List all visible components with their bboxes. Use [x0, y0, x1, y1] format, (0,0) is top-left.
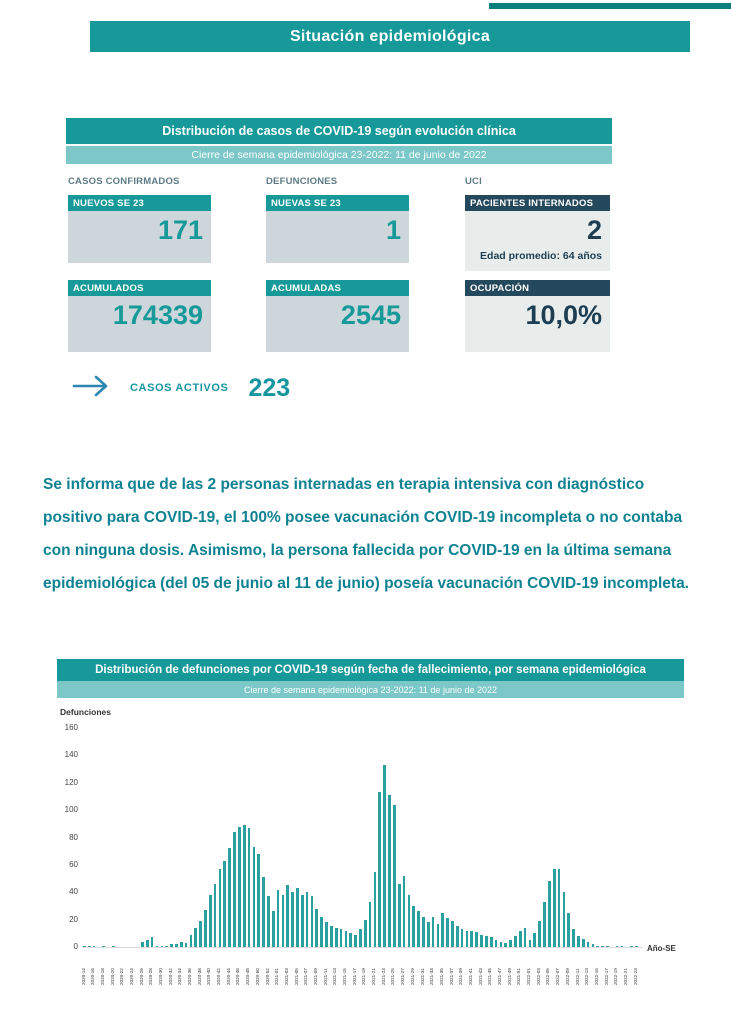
y-tick-label: 140 — [64, 750, 78, 760]
y-tick-label: 160 — [64, 723, 78, 732]
bar-2020-27 — [146, 940, 149, 947]
bar-2021-52 — [524, 928, 527, 947]
stat-column-icu — [465, 176, 610, 356]
bar-2021-47 — [500, 942, 503, 947]
stat-value: 1 — [385, 215, 401, 245]
bar-2021-23 — [383, 765, 386, 947]
bar-2022-14 — [592, 944, 595, 947]
x-tick-label: 2021-13 — [332, 968, 338, 985]
x-tick-label: 2021-41 — [467, 968, 473, 985]
stat-value: 174339 — [112, 300, 203, 330]
x-tick-label: 2020-20 — [109, 968, 115, 985]
x-tick-label: 2020-26 — [138, 968, 144, 985]
x-tick-label: 2021-03 — [283, 968, 289, 985]
bar-2020-30 — [161, 946, 164, 947]
bar-2021-13 — [335, 928, 338, 947]
stat-column-confirmed-cases — [68, 176, 211, 356]
x-tick-label: 2021-27 — [400, 968, 406, 985]
x-tick-label: 2022-11 — [574, 968, 580, 985]
bar-2021-42 — [475, 932, 478, 947]
bar-2020-46 — [238, 827, 241, 947]
bar-2022-08 — [563, 892, 566, 947]
bar-2021-22 — [378, 792, 381, 947]
stat-box-header: NUEVAS SE 23 — [266, 195, 409, 211]
x-tick-label: 2022-23 — [632, 968, 638, 985]
narrative-paragraph: Se informa que de las 2 personas internadas en terapia intensiva con diagnóstico positivo para COVID-19, el 100% posee vacunación COVID-19 incompleta o no contaba con ninguna dosis. Asimismo, la persona fallecida por COVID-19 en la última semana epidemiológica (del 05 de junio al 11 de junio) poseía vacunación COVID-19 incompleta. — [43, 476, 689, 592]
bar-2021-18 — [359, 929, 362, 947]
bar-2020-15 — [88, 946, 91, 947]
bar-2022-16 — [601, 946, 604, 947]
bar-2020-51 — [262, 877, 265, 947]
bar-2021-28 — [408, 895, 411, 947]
x-tick-label: 2020-52 — [264, 968, 270, 985]
stat-value: 171 — [157, 215, 203, 245]
bar-2020-28 — [151, 937, 154, 947]
page-title: Situación epidemiológica — [289, 27, 491, 45]
stat-box-cumulative-deaths — [266, 280, 409, 352]
x-tick-label: 2020-44 — [225, 968, 231, 985]
bar-2022-12 — [582, 939, 585, 947]
top-accent-strip — [489, 3, 731, 9]
bar-2022-03 — [538, 921, 541, 947]
bar-2020-33 — [175, 944, 178, 947]
x-tick-label: 2021-23 — [380, 968, 386, 985]
x-tick-label: 2021-31 — [419, 968, 425, 985]
x-tick-label: 2020-32 — [167, 968, 173, 985]
stat-category-label: CASOS CONFIRMADOS — [68, 176, 180, 187]
x-tick-label: 2022-03 — [535, 968, 541, 985]
stat-box-header: ACUMULADAS — [266, 280, 409, 296]
bar-2021-51 — [519, 931, 522, 947]
x-tick-label: 2022-05 — [545, 968, 551, 985]
bar-2021-05 — [296, 888, 299, 947]
page-title-banner — [90, 21, 690, 52]
stat-box-new-deaths — [266, 195, 409, 263]
bar-2021-01 — [277, 890, 280, 947]
bar-2020-26 — [141, 942, 144, 947]
x-tick-label: 2021-47 — [497, 968, 503, 985]
bar-2021-32 — [427, 922, 430, 947]
x-tick-label: 2020-42 — [216, 968, 222, 985]
x-tick-label: 2022-15 — [593, 968, 599, 985]
x-tick-label: 2020-34 — [177, 968, 183, 985]
x-tick-label: 2021-17 — [351, 968, 357, 985]
x-tick-label: 2022-13 — [584, 968, 590, 985]
stat-box-header: NUEVOS SE 23 — [68, 195, 211, 211]
active-cases-label: CASOS ACTIVOS — [130, 382, 229, 394]
x-tick-label: 2020-14 — [80, 968, 86, 985]
x-tick-label: 2020-30 — [158, 968, 163, 985]
chart-x-axis-title: Año-SE — [647, 944, 676, 953]
bar-2022-09 — [567, 913, 570, 947]
bar-2022-22 — [630, 946, 633, 947]
stat-column-deaths — [266, 176, 409, 356]
bar-2021-31 — [422, 917, 425, 947]
bar-2021-26 — [398, 884, 401, 947]
chart-card-subtitle: Cierre de semana epidemiológica 23-2022: 11 de junio de 2022 — [57, 681, 684, 698]
bar-2021-16 — [349, 933, 352, 947]
x-tick-label: 2020-24 — [128, 968, 134, 985]
x-tick-label: 2021-33 — [429, 968, 435, 985]
stat-category-label: UCI — [465, 176, 482, 187]
summary-card-title: Distribución de casos de COVID-19 según evolución clínica — [66, 118, 612, 144]
x-tick-label: 2021-37 — [448, 968, 454, 985]
y-tick-label: 60 — [69, 859, 78, 869]
stat-value: 2 — [586, 215, 602, 245]
x-tick-label: 2022-19 — [613, 968, 619, 985]
x-tick-label: 2021-11 — [322, 968, 328, 985]
y-tick-label: 20 — [69, 914, 78, 924]
x-tick-label: 2021-35 — [438, 968, 444, 985]
bar-2021-37 — [451, 921, 454, 947]
bar-2021-20 — [369, 902, 372, 947]
active-cases-value: 223 — [248, 373, 291, 402]
bar-2021-38 — [456, 926, 459, 947]
bar-2021-03 — [286, 885, 289, 947]
stat-box-header: ACUMULADOS — [68, 280, 211, 296]
x-tick-label: 2021-09 — [312, 968, 318, 985]
x-tick-label: 2022-21 — [622, 968, 628, 985]
chart-plot — [83, 728, 643, 948]
average-age-note: Edad promedio: 64 años — [480, 250, 602, 262]
stat-category-label: DEFUNCIONES — [266, 176, 338, 187]
bar-2021-19 — [364, 920, 367, 947]
x-tick-label: 2021-07 — [303, 968, 309, 985]
bar-2020-29 — [156, 946, 159, 947]
bar-2021-08 — [311, 896, 314, 947]
bar-2021-49 — [509, 940, 512, 947]
x-tick-label: 2020-28 — [148, 968, 154, 985]
bar-2022-01 — [529, 940, 532, 947]
bar-2021-11 — [325, 922, 328, 947]
bar-2020-34 — [180, 942, 183, 947]
bar-2021-12 — [330, 926, 333, 947]
x-tick-label: 2021-05 — [293, 968, 299, 985]
bar-2021-27 — [403, 876, 406, 947]
bar-2021-15 — [345, 931, 348, 947]
x-tick-label: 2020-22 — [119, 968, 125, 985]
bar-2020-20 — [112, 946, 115, 947]
bar-2022-15 — [596, 946, 599, 947]
x-tick-label: 2020-48 — [245, 968, 251, 985]
chart-card-title: Distribución de defunciones por COVID-19 según fecha de fallecimiento, por semana epidemiológica — [57, 659, 684, 681]
bar-2021-35 — [441, 913, 444, 947]
bar-2021-50 — [514, 936, 517, 947]
x-tick-label: 2021-29 — [409, 968, 415, 985]
bar-2021-07 — [306, 892, 309, 947]
bar-2022-23 — [635, 946, 638, 947]
x-tick-label: 2021-21 — [371, 968, 377, 985]
stat-box-icu-occupancy — [465, 280, 610, 352]
x-tick-label: 2021-19 — [361, 968, 367, 985]
bar-2022-10 — [572, 929, 575, 947]
y-tick-label: 100 — [64, 805, 78, 815]
bar-2021-46 — [495, 940, 498, 947]
bar-2022-04 — [543, 902, 546, 947]
bar-2020-50 — [257, 854, 260, 947]
x-tick-label: 2020-40 — [206, 968, 212, 985]
x-tick-label: 2022-07 — [555, 968, 561, 985]
bar-2020-39 — [204, 910, 207, 947]
bar-2021-44 — [485, 936, 488, 947]
bar-2021-09 — [315, 909, 318, 947]
x-tick-label: 2021-01 — [274, 968, 280, 985]
bar-2021-02 — [282, 895, 285, 947]
x-tick-label: 2021-15 — [342, 968, 348, 985]
bar-2020-48 — [248, 828, 251, 947]
chart-x-labels — [80, 951, 643, 987]
bar-2022-20 — [621, 946, 624, 947]
bar-2022-05 — [548, 881, 551, 947]
bar-2021-17 — [354, 935, 357, 947]
bar-2020-43 — [223, 861, 226, 947]
bar-2021-40 — [466, 931, 469, 947]
summary-card-subtitle: Cierre de semana epidemiológica 23-2022: 11 de junio de 2022 — [66, 146, 612, 164]
bar-2020-42 — [219, 869, 222, 947]
bar-2020-53 — [272, 911, 275, 947]
bar-2020-16 — [93, 946, 96, 947]
x-tick-label: 2021-39 — [458, 968, 464, 985]
bar-2021-36 — [446, 918, 449, 947]
x-tick-label: 2020-50 — [254, 968, 260, 985]
x-tick-label: 2021-49 — [506, 968, 512, 985]
x-tick-label: 2021-51 — [516, 968, 522, 985]
stat-value: 10,0% — [525, 300, 602, 330]
bar-2021-10 — [320, 917, 323, 947]
y-tick-label: 120 — [64, 777, 78, 787]
bar-2021-14 — [340, 929, 343, 947]
active-cases-row — [72, 370, 290, 406]
bar-2021-34 — [437, 924, 440, 947]
x-tick-label: 2021-25 — [390, 968, 396, 985]
bar-2021-06 — [301, 895, 304, 947]
stat-box-header: PACIENTES INTERNADOS — [465, 195, 610, 211]
bar-2020-38 — [199, 921, 202, 947]
bar-2020-45 — [233, 832, 236, 947]
bar-2020-36 — [190, 935, 193, 947]
bar-2020-52 — [267, 896, 270, 947]
bar-2020-49 — [253, 847, 256, 947]
bar-2022-02 — [533, 933, 536, 947]
x-tick-label: 2020-38 — [196, 968, 202, 985]
bar-2020-47 — [243, 825, 246, 947]
right-arrow-icon — [72, 373, 110, 404]
x-tick-label: 2022-17 — [603, 968, 609, 985]
bar-2022-07 — [558, 869, 561, 947]
bar-2022-06 — [553, 869, 556, 947]
chart-y-axis — [50, 723, 78, 951]
bar-2021-30 — [417, 911, 420, 947]
bar-2021-25 — [393, 805, 396, 947]
bar-2021-24 — [388, 795, 391, 947]
bar-2021-21 — [374, 872, 377, 947]
x-tick-label: 2020-16 — [90, 968, 96, 985]
y-tick-label: 40 — [69, 887, 78, 897]
bar-2021-45 — [490, 937, 493, 947]
bar-2020-41 — [214, 884, 217, 947]
stat-box-header: OCUPACIÓN — [465, 280, 610, 296]
y-tick-label: 0 — [73, 942, 78, 951]
bar-2020-31 — [165, 946, 168, 947]
bar-2021-39 — [461, 929, 464, 947]
x-tick-label: 2020-18 — [99, 968, 105, 985]
bar-2021-43 — [480, 935, 483, 947]
bar-2020-44 — [228, 848, 231, 947]
bar-2021-41 — [470, 931, 473, 947]
y-tick-label: 80 — [69, 832, 78, 842]
bar-2020-18 — [102, 946, 105, 947]
x-tick-label: 2021-45 — [487, 968, 493, 985]
bar-2020-14 — [83, 946, 86, 947]
bar-2021-33 — [432, 917, 435, 947]
bar-2020-37 — [194, 928, 197, 947]
stat-value: 2545 — [340, 300, 401, 330]
x-tick-label: 2021-43 — [477, 968, 483, 985]
stat-box-icu-patients — [465, 195, 610, 271]
x-tick-label: 2022-09 — [564, 968, 570, 985]
bar-2020-32 — [170, 944, 173, 947]
x-tick-label: 2020-36 — [187, 968, 193, 985]
x-tick-label: 2020-46 — [235, 968, 241, 985]
bar-2022-17 — [606, 946, 609, 947]
stat-box-cumulative-cases — [68, 280, 211, 352]
bar-2021-48 — [504, 943, 507, 947]
x-tick-label: 2022-01 — [526, 968, 532, 985]
chart-y-axis-title: Defunciones — [60, 707, 112, 717]
bar-2022-19 — [616, 946, 619, 947]
bar-2020-40 — [209, 895, 212, 947]
bar-2020-35 — [185, 943, 188, 947]
bar-2021-04 — [291, 892, 294, 947]
bar-2021-29 — [412, 906, 415, 947]
bar-2022-11 — [577, 936, 580, 947]
bar-2022-13 — [587, 942, 590, 947]
stat-box-new-cases — [68, 195, 211, 263]
